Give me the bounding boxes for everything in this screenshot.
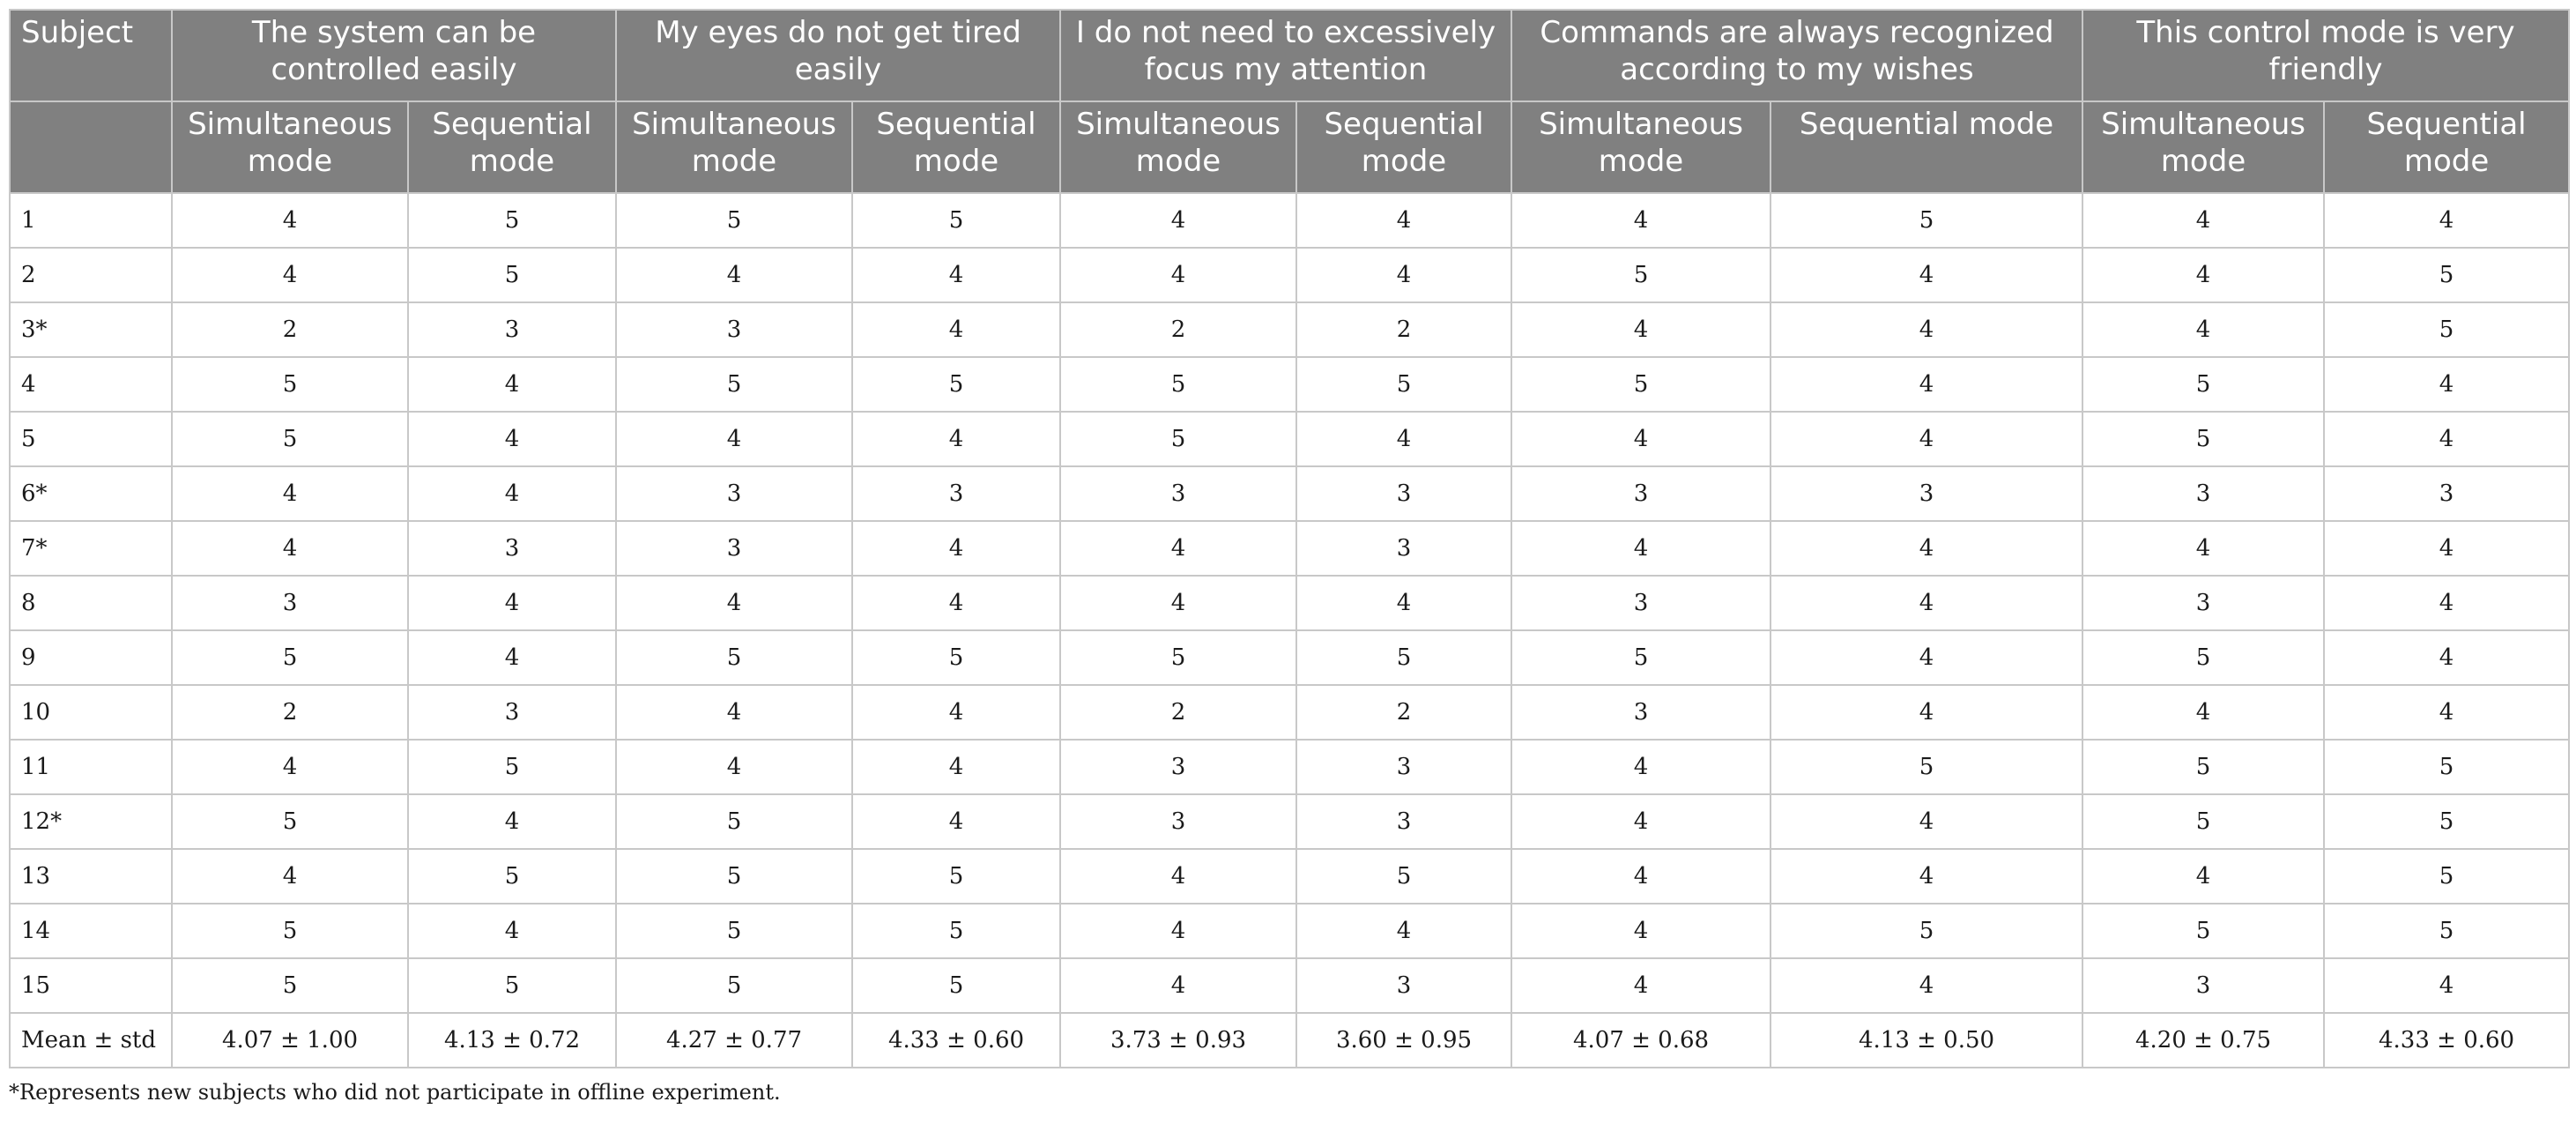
table-row (10, 302, 2569, 357)
score-cell: 4 (1511, 412, 1771, 466)
score-cell: 3 (172, 576, 408, 630)
score-cell: 5 (616, 958, 852, 1013)
score-cell: 4.13 ± 0.72 (408, 1013, 616, 1068)
score-cell: 5 (852, 958, 1060, 1013)
mode-header: Simultaneous mode (172, 101, 408, 193)
score-cell: 4 (1060, 958, 1296, 1013)
score-cell: 5 (1511, 248, 1771, 302)
score-cell: 4 (172, 740, 408, 794)
score-cell: 5 (172, 958, 408, 1013)
score-cell: 5 (616, 904, 852, 958)
score-cell: 4 (172, 849, 408, 904)
subject-cell: 10 (10, 685, 172, 740)
score-cell: 4 (1060, 521, 1296, 576)
score-cell: 4 (616, 685, 852, 740)
score-cell: 4 (852, 412, 1060, 466)
score-cell: 4.13 ± 0.50 (1771, 1013, 2082, 1068)
score-cell: 5 (2082, 794, 2324, 849)
table-row (10, 958, 2569, 1013)
score-cell: 5 (2082, 740, 2324, 794)
score-cell: 5 (852, 849, 1060, 904)
table-row (10, 521, 2569, 576)
score-cell: 4 (2082, 685, 2324, 740)
score-cell: 5 (616, 849, 852, 904)
table-row (10, 248, 2569, 302)
mean-row (10, 1013, 2569, 1068)
score-cell: 4 (408, 412, 616, 466)
score-cell: 3 (2082, 958, 2324, 1013)
header-row-groups (10, 10, 2569, 101)
results-table (9, 9, 2570, 1068)
score-cell: 4 (1060, 576, 1296, 630)
subject-cell: 3* (10, 302, 172, 357)
score-cell: 3 (1296, 958, 1511, 1013)
score-cell: 4 (1771, 412, 2082, 466)
group-header: My eyes do not get tired easily (616, 10, 1060, 101)
score-cell: 5 (2082, 904, 2324, 958)
score-cell: 4 (2082, 248, 2324, 302)
score-cell: 4 (1771, 685, 2082, 740)
score-cell: 3 (1060, 740, 1296, 794)
score-cell: 5 (2324, 302, 2569, 357)
score-cell: 5 (172, 412, 408, 466)
score-cell: 4 (852, 248, 1060, 302)
mode-header: Sequential mode (2324, 101, 2569, 193)
mode-header: Simultaneous mode (2082, 101, 2324, 193)
subject-cell: 5 (10, 412, 172, 466)
score-cell: 3 (2082, 466, 2324, 521)
score-cell: 4 (1511, 958, 1771, 1013)
score-cell: 4 (408, 794, 616, 849)
score-cell: 2 (1060, 302, 1296, 357)
subject-cell: 7* (10, 521, 172, 576)
score-cell: 5 (852, 630, 1060, 685)
score-cell: 2 (172, 685, 408, 740)
score-cell: 2 (172, 302, 408, 357)
score-cell: 5 (408, 740, 616, 794)
score-cell: 5 (2082, 630, 2324, 685)
score-cell: 3 (1771, 466, 2082, 521)
score-cell: 5 (616, 794, 852, 849)
score-cell: 4 (2082, 193, 2324, 248)
score-cell: 3 (1296, 521, 1511, 576)
score-cell: 2 (1296, 302, 1511, 357)
table-row (10, 849, 2569, 904)
score-cell: 4 (852, 302, 1060, 357)
score-cell: 4 (852, 576, 1060, 630)
score-cell: 3 (1511, 576, 1771, 630)
score-cell: 4 (172, 248, 408, 302)
score-cell: 4.07 ± 0.68 (1511, 1013, 1771, 1068)
mode-header: Sequential mode (1296, 101, 1511, 193)
score-cell: 4 (852, 794, 1060, 849)
mode-header: Simultaneous mode (1060, 101, 1296, 193)
table-body (10, 193, 2569, 1068)
score-cell: 3 (616, 466, 852, 521)
table-row (10, 740, 2569, 794)
group-header: I do not need to excessively focus my attention (1060, 10, 1511, 101)
subject-cell: 8 (10, 576, 172, 630)
score-cell: 3 (1060, 794, 1296, 849)
score-cell: 4 (1771, 849, 2082, 904)
score-cell: 4 (408, 466, 616, 521)
score-cell: 3.73 ± 0.93 (1060, 1013, 1296, 1068)
score-cell: 4 (408, 904, 616, 958)
score-cell: 5 (1511, 630, 1771, 685)
subject-cell: 11 (10, 740, 172, 794)
score-cell: 5 (2324, 248, 2569, 302)
score-cell: 4 (172, 193, 408, 248)
score-cell: 4.27 ± 0.77 (616, 1013, 852, 1068)
mode-header: Simultaneous mode (616, 101, 852, 193)
score-cell: 3 (408, 685, 616, 740)
subject-cell: 14 (10, 904, 172, 958)
score-cell: 4 (2324, 685, 2569, 740)
score-cell: 3 (1296, 740, 1511, 794)
score-cell: 4 (1511, 904, 1771, 958)
score-cell: 5 (172, 904, 408, 958)
score-cell: 4 (852, 685, 1060, 740)
score-cell: 4 (1511, 521, 1771, 576)
score-cell: 5 (2082, 412, 2324, 466)
mode-header: Sequential mode (1771, 101, 2082, 193)
score-cell: 4 (852, 521, 1060, 576)
empty-header-cell (10, 101, 172, 193)
score-cell: 4 (1771, 521, 2082, 576)
score-cell: 5 (408, 849, 616, 904)
score-cell: 4 (1511, 302, 1771, 357)
score-cell: 4 (1511, 849, 1771, 904)
subject-header: Subject (10, 10, 172, 101)
score-cell: 5 (616, 357, 852, 412)
group-header: This control mode is very friendly (2082, 10, 2569, 101)
score-cell: 3 (408, 521, 616, 576)
score-cell: 3 (616, 521, 852, 576)
score-cell: 4 (1060, 904, 1296, 958)
score-cell: 5 (852, 904, 1060, 958)
header-row-modes (10, 101, 2569, 193)
score-cell: 4.20 ± 0.75 (2082, 1013, 2324, 1068)
score-cell: 3 (852, 466, 1060, 521)
subject-cell: 2 (10, 248, 172, 302)
score-cell: 3 (1511, 466, 1771, 521)
score-cell: 4 (1060, 849, 1296, 904)
score-cell: 4 (2324, 521, 2569, 576)
score-cell: 4 (1511, 740, 1771, 794)
score-cell: 4 (408, 576, 616, 630)
score-cell: 3 (1296, 794, 1511, 849)
score-cell: 5 (1771, 193, 2082, 248)
score-cell: 5 (172, 630, 408, 685)
score-cell: 4 (616, 248, 852, 302)
score-cell: 4 (1296, 193, 1511, 248)
table-row (10, 576, 2569, 630)
score-cell: 4 (1771, 630, 2082, 685)
score-cell: 4 (172, 521, 408, 576)
table-row (10, 904, 2569, 958)
score-cell: 3 (1296, 466, 1511, 521)
score-cell: 4 (1511, 193, 1771, 248)
score-cell: 5 (852, 357, 1060, 412)
score-cell: 2 (1296, 685, 1511, 740)
table-row (10, 685, 2569, 740)
score-cell: 2 (1060, 685, 1296, 740)
table-row (10, 412, 2569, 466)
score-cell: 4 (1296, 248, 1511, 302)
score-cell: 5 (1060, 412, 1296, 466)
score-cell: 4 (2082, 849, 2324, 904)
table-row (10, 193, 2569, 248)
score-cell: 5 (1060, 630, 1296, 685)
score-cell: 3 (1511, 685, 1771, 740)
score-cell: 3.60 ± 0.95 (1296, 1013, 1511, 1068)
score-cell: 5 (408, 958, 616, 1013)
score-cell: 4 (852, 740, 1060, 794)
footnote: *Represents new subjects who did not participate in offline experiment. (9, 1080, 781, 1105)
score-cell: 5 (852, 193, 1060, 248)
score-cell: 5 (616, 193, 852, 248)
score-cell: 5 (1296, 849, 1511, 904)
score-cell: 4 (1296, 904, 1511, 958)
score-cell: 4.07 ± 1.00 (172, 1013, 408, 1068)
score-cell: 4 (1771, 576, 2082, 630)
table-row (10, 794, 2569, 849)
score-cell: 3 (408, 302, 616, 357)
score-cell: 5 (172, 357, 408, 412)
score-cell: 5 (2324, 904, 2569, 958)
group-header: Commands are always recognized according to my wishes (1511, 10, 2082, 101)
score-cell: 5 (1060, 357, 1296, 412)
score-cell: 4.33 ± 0.60 (2324, 1013, 2569, 1068)
subject-cell: Mean ± std (10, 1013, 172, 1068)
score-cell: 5 (408, 248, 616, 302)
score-cell: 4 (2324, 576, 2569, 630)
score-cell: 5 (1771, 740, 2082, 794)
score-cell: 5 (1771, 904, 2082, 958)
table-container (9, 9, 2568, 1068)
score-cell: 4 (2082, 521, 2324, 576)
table-row (10, 630, 2569, 685)
subject-cell: 1 (10, 193, 172, 248)
score-cell: 4 (2082, 302, 2324, 357)
score-cell: 4 (1511, 794, 1771, 849)
subject-cell: 12* (10, 794, 172, 849)
score-cell: 4 (408, 630, 616, 685)
score-cell: 3 (2324, 466, 2569, 521)
score-cell: 3 (2082, 576, 2324, 630)
group-header: The system can be controlled easily (172, 10, 616, 101)
score-cell: 4 (408, 357, 616, 412)
score-cell: 5 (1296, 630, 1511, 685)
score-cell: 4 (2324, 958, 2569, 1013)
score-cell: 4 (616, 576, 852, 630)
table-row (10, 466, 2569, 521)
score-cell: 4 (2324, 193, 2569, 248)
score-cell: 5 (2324, 849, 2569, 904)
score-cell: 5 (2082, 357, 2324, 412)
score-cell: 4 (1060, 193, 1296, 248)
score-cell: 4 (172, 466, 408, 521)
subject-cell: 13 (10, 849, 172, 904)
score-cell: 3 (1060, 466, 1296, 521)
subject-cell: 9 (10, 630, 172, 685)
score-cell: 4 (1771, 248, 2082, 302)
mode-header: Simultaneous mode (1511, 101, 1771, 193)
score-cell: 4 (1771, 357, 2082, 412)
score-cell: 4 (1771, 958, 2082, 1013)
score-cell: 5 (408, 193, 616, 248)
score-cell: 4 (1060, 248, 1296, 302)
subject-cell: 4 (10, 357, 172, 412)
score-cell: 4 (2324, 357, 2569, 412)
score-cell: 5 (172, 794, 408, 849)
mode-header: Sequential mode (852, 101, 1060, 193)
score-cell: 4 (1296, 576, 1511, 630)
score-cell: 5 (616, 630, 852, 685)
score-cell: 5 (2324, 740, 2569, 794)
score-cell: 5 (1296, 357, 1511, 412)
table-row (10, 357, 2569, 412)
score-cell: 4 (2324, 630, 2569, 685)
subject-cell: 15 (10, 958, 172, 1013)
score-cell: 4 (2324, 412, 2569, 466)
score-cell: 4 (1296, 412, 1511, 466)
mode-header: Sequential mode (408, 101, 616, 193)
score-cell: 5 (2324, 794, 2569, 849)
score-cell: 4 (1771, 794, 2082, 849)
score-cell: 4 (616, 412, 852, 466)
score-cell: 3 (616, 302, 852, 357)
score-cell: 4 (1771, 302, 2082, 357)
score-cell: 4.33 ± 0.60 (852, 1013, 1060, 1068)
score-cell: 4 (616, 740, 852, 794)
subject-cell: 6* (10, 466, 172, 521)
score-cell: 5 (1511, 357, 1771, 412)
